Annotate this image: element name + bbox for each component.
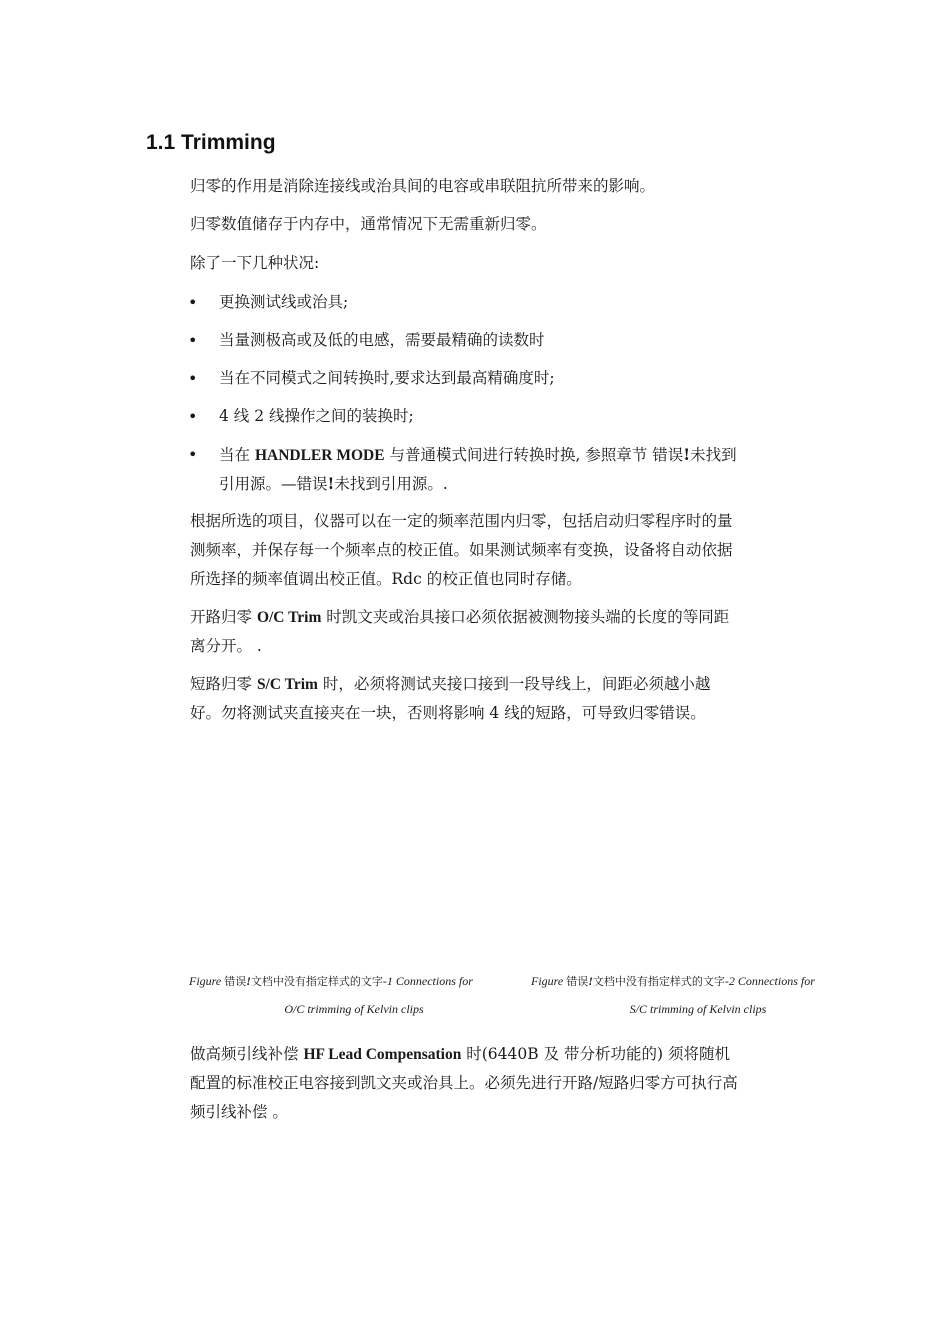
hf-compensation-paragraph [190, 1040, 810, 1069]
figure-error-message: 文档中没有指定样式的文字 [592, 975, 725, 988]
bullet-line2-pre: 引用源。—错误 [219, 475, 328, 493]
hf-compensation-paragraph-line-2: 配置的标准校正电容接到凯文夹或治具上。必须先进行开路/短路归零方可执行高 [190, 1074, 738, 1092]
handler-mode-term: HANDLER MODE [254, 447, 385, 464]
hf-compensation-paragraph-line-3: 频引线补偿 。 [190, 1103, 288, 1121]
figure-caption-1 [189, 973, 473, 989]
figure-caption-2-line-2: S/C trimming of Kelvin clips [629, 1002, 767, 1016]
figure-prefix: Figure [189, 974, 225, 988]
short-trim-paragraph-line-2: 好。勿将测试夹直接夹在一块，否则将影响 4 线的短路，可导致归零错误。 [190, 704, 706, 722]
hf-lead-compensation-term: HF Lead Compensation [303, 1046, 462, 1063]
bullet-dot-icon: • [188, 369, 198, 388]
short-trim-post: 时，必须将测试夹接口接到一段导线上，间距必须越小越 [317, 675, 711, 693]
figure-caption-1-line-2: O/C trimming of Kelvin clips [284, 1002, 424, 1016]
error-exclamation: ! [683, 445, 691, 464]
figure-prefix: Figure [531, 974, 567, 988]
bullet-text-post: 与普通模式间进行转换时换, 参照章节 错误 [384, 446, 684, 464]
figure-error-exclamation: ! [246, 974, 251, 988]
figure-error-message: 文档中没有指定样式的文字 [250, 975, 383, 988]
section-heading: 1.1 Trimming [146, 131, 276, 154]
bullet-text: 当在不同模式之间转换时,要求达到最高精确度时; [219, 369, 555, 387]
bullet-dot-icon: • [188, 445, 198, 464]
open-trim-paragraph [190, 603, 810, 632]
bullet-text-pre: 当在 [219, 446, 255, 464]
intro-paragraph-1: 归零的作用是消除连接线或治具间的电容或串联阻抗所带来的影响。 [190, 177, 656, 195]
short-trim-paragraph [190, 670, 810, 699]
figure-error-text: 错误 [566, 975, 589, 988]
bullet-line2-post: 未找到引用源。. [334, 475, 448, 493]
figure-suffix: -2 Connections for [724, 974, 815, 988]
frequency-paragraph-line-1: 根据所选的项目，仪器可以在一定的频率范围内归零，包括启动归零程序时的量 [190, 512, 733, 530]
bullet-text-line2 [219, 469, 448, 499]
figure-error-exclamation: ! [588, 974, 593, 988]
bullet-text: 当量测极高或及低的电感，需要最精确的读数时 [219, 331, 545, 349]
hf-post: 时(6440B 及 带分析功能的) 须将随机 [461, 1045, 730, 1063]
bullet-text: 更换测试线或治具; [219, 293, 349, 311]
figure-caption-2 [531, 973, 815, 989]
intro-paragraph-2: 归零数值储存于内存中，通常情况下无需重新归零。 [190, 215, 547, 233]
bullet-dot-icon: • [188, 407, 198, 426]
bullet-text: 4 线 2 线操作之间的装换时; [219, 407, 414, 425]
bullet-dot-icon: • [188, 331, 198, 350]
frequency-paragraph-line-2: 测频率，并保存每一个频率点的校正值。如果测试频率有变换，设备将自动依据 [190, 541, 733, 559]
bullet-text [219, 440, 737, 470]
figure-error-text: 错误 [224, 975, 247, 988]
error-exclamation: ! [327, 474, 335, 493]
intro-paragraph-3: 除了一下几种状况: [190, 254, 320, 272]
open-trim-pre: 开路归零 [190, 608, 257, 626]
bullet-dot-icon: • [188, 293, 198, 312]
short-trim-pre: 短路归零 [190, 675, 257, 693]
open-trim-term: O/C Trim [256, 609, 322, 626]
frequency-paragraph-line-3: 所选择的频率值调出校正值。Rdc 的校正值也同时存储。 [190, 570, 582, 588]
open-trim-post: 时凯文夹或治具接口必须依据被测物接头端的长度的等同距 [321, 608, 730, 626]
hf-pre: 做高频引线补偿 [190, 1045, 304, 1063]
figure-suffix: -1 Connections for [382, 974, 473, 988]
open-trim-paragraph-line-2: 离分开。 . [190, 637, 262, 655]
short-trim-term: S/C Trim [256, 676, 318, 693]
bullet-text-post2: 未找到 [690, 446, 737, 464]
